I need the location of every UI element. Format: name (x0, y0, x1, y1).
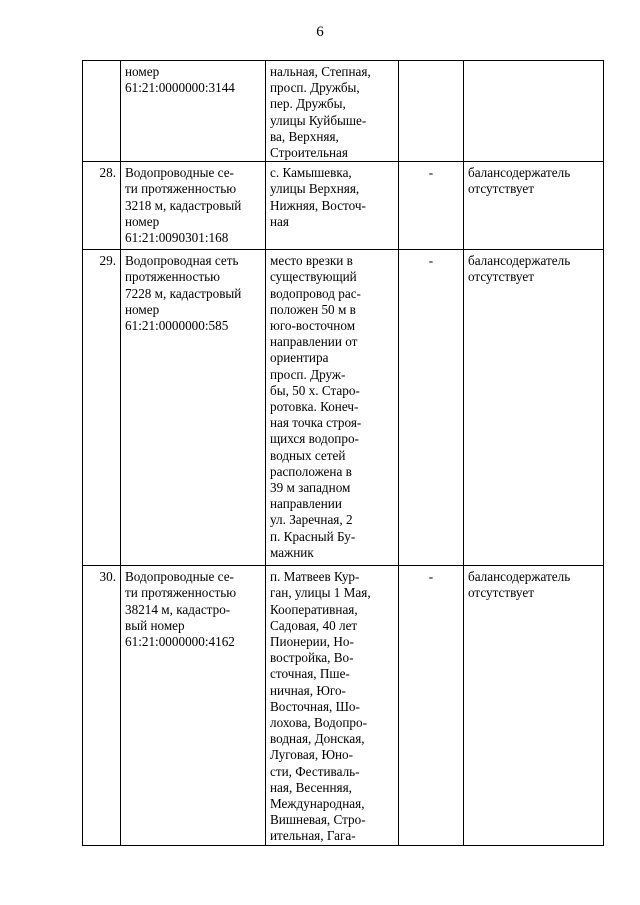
cell-line: ная (270, 213, 289, 229)
cell-line: ительная, Гага- (270, 828, 356, 844)
cell-line: Садовая, 40 лет (270, 617, 358, 633)
cell-line: положен 50 м в (270, 301, 356, 317)
table-row (83, 162, 604, 250)
dash-cell: - (399, 162, 464, 250)
holder-cell (464, 162, 604, 250)
cell-line: ная точка строя- (270, 415, 362, 431)
cell-line: щихся водопро- (270, 431, 359, 447)
water-network-registry-table (82, 60, 604, 846)
cell-line: пер. Дружбы, (270, 96, 346, 112)
cell-line: улицы Куйбыше- (270, 112, 367, 128)
holder-cell (464, 250, 604, 566)
row-number-cell: 30. (83, 566, 121, 845)
cell-line: направлении (270, 496, 342, 512)
cell-line: улицы Верхняя, (270, 181, 360, 197)
cell-line: место врезки в (270, 253, 353, 269)
address-cell (266, 61, 399, 162)
cell-line: п. Красный Бу- (270, 528, 356, 544)
table-row (83, 566, 604, 845)
cell-line: сточная, Пше- (270, 666, 350, 682)
cell-line: нальная, Степная, (270, 64, 371, 79)
cell-line: протяженностью (125, 269, 221, 285)
cell-line: 7228 м, кадастровый (125, 285, 242, 301)
cell-line: ул. Заречная, 2 (270, 512, 353, 528)
address-cell (266, 566, 399, 845)
cell-line: ротовка. Конеч- (270, 399, 359, 415)
cell-line: существующий (270, 269, 357, 285)
cell-line: водопровод рас- (270, 285, 361, 301)
dash-cell (399, 61, 464, 162)
cell-line: балансодержатель (468, 569, 571, 585)
cell-line: Луговая, Юно- (270, 747, 354, 763)
cell-line: юго-восточном (270, 318, 356, 334)
cell-line: Водопроводные се- (125, 165, 234, 181)
cell-line: лохова, Водопро- (270, 715, 367, 731)
object-name-cell (121, 250, 266, 566)
address-cell (266, 250, 399, 566)
table-row (83, 250, 604, 566)
object-name-cell (121, 61, 266, 162)
cell-line: расположена в (270, 463, 352, 479)
cell-line: востройка, Во- (270, 650, 354, 666)
cell-line: сти, Фестиваль- (270, 763, 360, 779)
cell-line: 39 м западном (270, 480, 351, 496)
cell-line: Пионерии, Но- (270, 634, 354, 650)
table-row (83, 61, 604, 162)
cell-line: отсутствует (468, 269, 534, 285)
cell-line: 38214 м, кадастро- (125, 601, 231, 617)
cell-line: водная, Донская, (270, 731, 365, 747)
holder-cell (464, 566, 604, 845)
cell-line: ган, улицы 1 Мая, (270, 585, 371, 601)
cell-line: балансодержатель (468, 165, 571, 181)
cell-line: Нижняя, Восточ- (270, 197, 366, 213)
cell-line: 61:21:0000000:3144 (125, 80, 235, 96)
object-name-cell (121, 162, 266, 250)
cell-line: 61:21:0000000:585 (125, 318, 229, 334)
address-cell (266, 162, 399, 250)
cell-line: п. Матвеев Кур- (270, 569, 360, 585)
cell-line: 61:21:0000000:4162 (125, 634, 235, 650)
cell-line: номер (125, 64, 160, 79)
cell-line: мажник (270, 544, 314, 560)
cell-line: отсутствует (468, 181, 534, 197)
cell-line: Строительная (270, 145, 348, 161)
object-name-cell (121, 566, 266, 845)
cell-line: вый номер (125, 617, 185, 633)
cell-line: Вишневая, Стро- (270, 812, 366, 828)
cell-line: балансодержатель (468, 253, 571, 269)
cell-line: Восточная, Шо- (270, 698, 360, 714)
row-number-cell (83, 61, 121, 162)
cell-line: ная, Весенняя, (270, 779, 352, 795)
cell-line: отсутствует (468, 585, 534, 601)
cell-line: Международная, (270, 796, 365, 812)
table-body (83, 61, 604, 846)
cell-line: 61:21:0090301:168 (125, 230, 229, 246)
cell-line: ти протяженностью (125, 585, 237, 601)
cell-line: номер (125, 213, 160, 229)
row-number-cell: 29. (83, 250, 121, 566)
cell-line: водных сетей (270, 447, 346, 463)
cell-line: Водопроводная сеть (125, 253, 239, 269)
cell-line: Кооперативная, (270, 601, 358, 617)
row-number-cell: 28. (83, 162, 121, 250)
cell-line: ориентира (270, 350, 329, 366)
cell-line: с. Камышевка, (270, 165, 352, 181)
dash-cell: - (399, 250, 464, 566)
cell-line: Водопроводные се- (125, 569, 234, 585)
cell-line: ти протяженностью (125, 181, 237, 197)
cell-line: направлении от (270, 334, 358, 350)
cell-line: 3218 м, кадастровый (125, 197, 242, 213)
cell-line: просп. Друж- (270, 366, 346, 382)
cell-line: номер (125, 301, 160, 317)
cell-line: бы, 50 х. Старо- (270, 382, 360, 398)
cell-line: ничная, Юго- (270, 682, 346, 698)
holder-cell (464, 61, 604, 162)
dash-cell: - (399, 566, 464, 845)
cell-line: ва, Верхняя, (270, 128, 339, 144)
cell-line: просп. Дружбы, (270, 80, 360, 96)
page-number: 6 (316, 24, 324, 40)
